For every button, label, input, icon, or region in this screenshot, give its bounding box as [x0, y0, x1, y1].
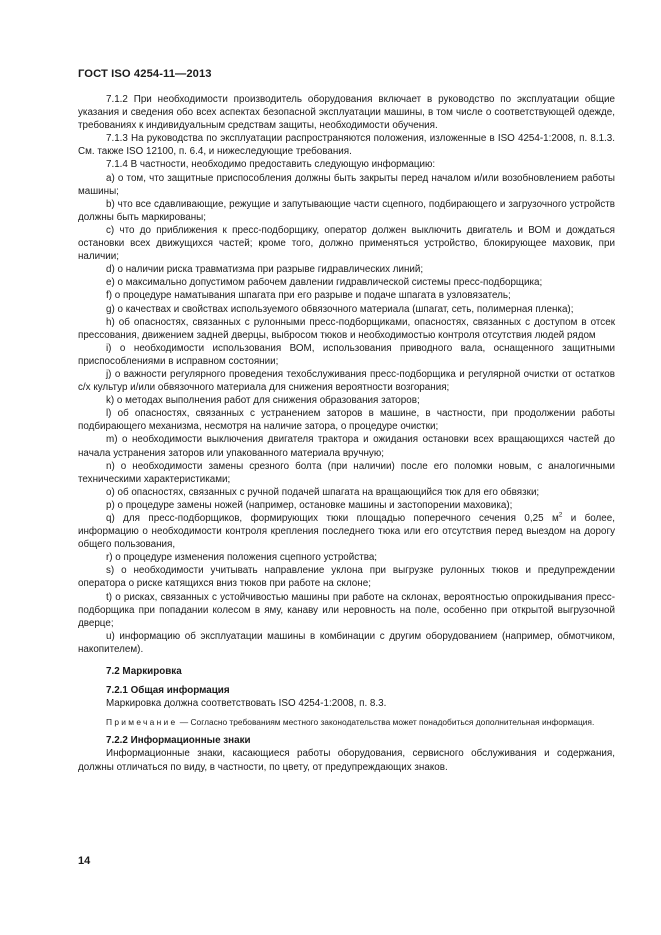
note-text: — Согласно требованиям местного законодательства может понадобиться дополнительная информация.: [177, 717, 595, 728]
list-item-a: a) о том, что защитные приспособления должны быть закрыты перед началом и/или возобновлением работы машины;: [78, 172, 615, 197]
list-item-j: j) о важности регулярного проведения техобслуживания пресс-подборщика и регулярной очистки от остатков с/х культур и/или обвязочного материала для снижения вероятности возгорания;: [78, 368, 615, 394]
paragraph-7-2-2: Информационные знаки, касающиеся работы оборудования, сервисного обслуживания и содержания, должны отличаться по виду, в частности, по цвету, от предупреждающих знаков.: [78, 748, 615, 773]
list-item-q: [78, 512, 615, 551]
paragraph-7-1-3: 7.1.3 На руководства по эксплуатации распространяются положения, изложенные в ISO 4254-1:2008, п. 8.1.3. См. также ISO 12100, п. 6.4, и нижеследующие требования.: [78, 133, 615, 158]
paragraph-7-2-1: Маркировка должна соответствовать ISO 4254-1:2008, п. 8.3.: [106, 698, 387, 710]
list-item-u: u) информацию об эксплуатации машины в комбинации с другим оборудованием (например, обмотчиком, накопителем).: [78, 630, 615, 655]
list-item-e: e) о максимально допустимом рабочем давлении гидравлической системы пресс-подборщика;: [106, 277, 543, 289]
list-item-n: n) о необходимости замены срезного болта (при наличии) после его поломки новым, с аналогичными техническими характеристиками;: [78, 460, 615, 485]
list-item-q-text-cont: и более, информацию о необходимости контроля крепления последнего тюка или его отсутствия перед выездом на дорогу общего пользования,: [78, 513, 615, 551]
note: [78, 716, 615, 728]
list-item-q-text: q) для пресс-подборщиков, формирующих тюки площадью поперечного сечения 0,25 м: [106, 513, 559, 524]
list-item-t: t) о рисках, связанных с устойчивостью машины при работе на склонах, вероятностью опрокидывания пресс-подборщика при попадании колесом в яму, канаву или неровность на поле, особенно при открытой выгрузочной дверце;: [78, 591, 615, 629]
list-item-c: c) что до приближения к пресс-подборщику, оператор должен выключить двигатель и ВОМ и дождаться остановки всех движущихся частей; кроме того, должно применяться устройство, блокирующее маховик, при наличии;: [78, 224, 615, 263]
list-item-m: m) о необходимости выключения двигателя трактора и ожидания остановки всех вращающихся частей до начала устранения заторов или упакованного материала вручную;: [78, 434, 615, 459]
paragraph-7-1-4: 7.1.4 В частности, необходимо предоставить следующую информацию:: [106, 159, 436, 171]
list-item-b: b) что все сдавливающие, режущие и запутывающие части сцепного, подбирающего и загрузочного устройств должны быть маркированы;: [78, 198, 615, 223]
note-label: Примечание: [106, 717, 178, 728]
section-heading-7-2: 7.2 Маркировка: [106, 666, 182, 678]
list-item-p: p) о процедуре замены ножей (например, остановке машины и застопорении маховика);: [106, 499, 513, 511]
list-item-g: g) о качествах и свойствах используемого обвязочного материала (шпагат, сеть, полимерная пленка);: [106, 303, 574, 315]
superscript: 2: [558, 511, 563, 519]
document-body: [78, 93, 615, 774]
list-item-d: d) о наличии риска травматизма при разрыве гидравлических линий;: [106, 264, 424, 276]
paragraph-7-1-2: 7.1.2 При необходимости производитель оборудования включает в руководство по эксплуатации общие указания и сведения обо всех аспектах безопасной эксплуатации машины, в том числе о соответствующей одежде, требованиях к индивидуальным средствам защиты, необходимости обучения.: [78, 94, 615, 132]
page-number: 14: [78, 855, 91, 867]
list-item-k: k) о методах выполнения работ для снижения образования заторов;: [106, 395, 420, 407]
list-item-h: h) об опасностях, связанных с рулонными пресс-подборщиками, опасностях, связанных с доступом в отсек прессования, движением задней дверцы, выбросом тюков и необходимостью контроля отсутствия людей рядом: [78, 316, 615, 341]
list-item-l: l) об опасностях, связанных с устранением заторов в машине, в частности, при продолжении работы подбирающего механизма, несмотря на наличие затора, о процедуре очистки;: [78, 408, 615, 433]
list-item-r: r) о процедуре изменения положения сцепного устройства;: [106, 552, 378, 564]
document-header: ГОСТ ISO 4254-11—2013: [78, 68, 212, 80]
section-heading-7-2-2: 7.2.2 Информационные знаки: [106, 735, 251, 747]
list-item-s: s) о необходимости учитывать направление уклона при выгрузке рулонных тюков и предупреждении оператора о риске катящихся вниз тюков при работе на склоне;: [78, 565, 615, 590]
section-heading-7-2-1: 7.2.1 Общая информация: [106, 685, 230, 697]
list-item-o: o) об опасностях, связанных с ручной подачей шпагата на вращающийся тюк для его обвязки;: [106, 486, 540, 498]
list-item-f: f) о процедуре наматывания шпагата при его разрыве и подаче шпагата в узловязатель;: [106, 290, 511, 302]
list-item-i: i) о необходимости использования ВОМ, использования приводного вала, оснащенного защитными приспособлениями в исправном состоянии;: [78, 342, 615, 367]
